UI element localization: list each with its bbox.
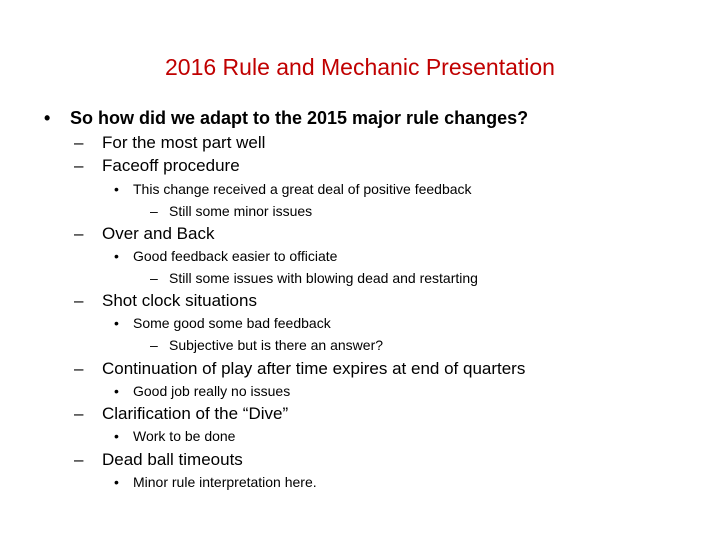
dash-marker: – [74, 450, 84, 469]
note-line [150, 337, 383, 353]
note-text: Still some issues with blowing dead and restarting [169, 270, 478, 286]
detail-text: This change received a great deal of positive feedback [133, 181, 472, 197]
sub-bullet-continuation [74, 359, 525, 379]
dash-marker: – [150, 203, 158, 219]
sub-bullet-text: Clarification of the “Dive” [102, 404, 289, 423]
dash-marker: – [74, 359, 84, 378]
dash-marker: – [74, 404, 84, 423]
bullet-marker: • [44, 108, 51, 128]
sub-bullet-over-and-back [74, 224, 214, 244]
sub-bullet-dive [74, 404, 288, 424]
bullet-marker: • [114, 428, 119, 444]
detail-text: Work to be done [133, 428, 236, 444]
sub-bullet-text: Dead ball timeouts [102, 450, 243, 469]
detail-bullet [114, 315, 331, 331]
bullet-marker: • [114, 181, 119, 197]
detail-bullet [114, 428, 235, 444]
note-line [150, 203, 312, 219]
detail-text: Some good some bad feedback [133, 315, 331, 331]
sub-bullet-most-part [74, 133, 265, 153]
dash-marker: – [150, 337, 158, 353]
sub-bullet-text: Continuation of play after time expires at end of quarters [102, 359, 526, 378]
bullet-marker: • [114, 383, 119, 399]
dash-marker: – [74, 133, 84, 152]
note-text: Subjective but is there an answer? [169, 337, 384, 353]
dash-marker: – [74, 224, 84, 243]
detail-bullet [114, 474, 317, 490]
sub-bullet-shot-clock [74, 291, 257, 311]
detail-text: Good job really no issues [133, 383, 291, 399]
slide-title: 2016 Rule and Mechanic Presentation [165, 54, 555, 80]
sub-bullet-text: Over and Back [102, 224, 215, 243]
dash-marker: – [74, 291, 84, 310]
dash-marker: – [150, 270, 158, 286]
sub-bullet-faceoff [74, 156, 240, 176]
bullet-marker: • [114, 474, 119, 490]
note-line [150, 270, 478, 286]
detail-bullet [114, 248, 337, 264]
detail-text: Minor rule interpretation here. [133, 474, 317, 490]
detail-bullet [114, 383, 290, 399]
bullet-marker: • [114, 315, 119, 331]
bullet-marker: • [114, 248, 119, 264]
dash-marker: – [74, 156, 84, 175]
sub-bullet-text: For the most part well [102, 133, 266, 152]
detail-bullet [114, 181, 472, 197]
detail-text: Good feedback easier to officiate [133, 248, 338, 264]
sub-bullet-text: Shot clock situations [102, 291, 257, 310]
main-bullet [44, 108, 528, 129]
main-bullet-text: So how did we adapt to the 2015 major rule changes? [70, 108, 529, 128]
sub-bullet-dead-ball [74, 450, 243, 470]
note-text: Still some minor issues [169, 203, 313, 219]
sub-bullet-text: Faceoff procedure [102, 156, 240, 175]
